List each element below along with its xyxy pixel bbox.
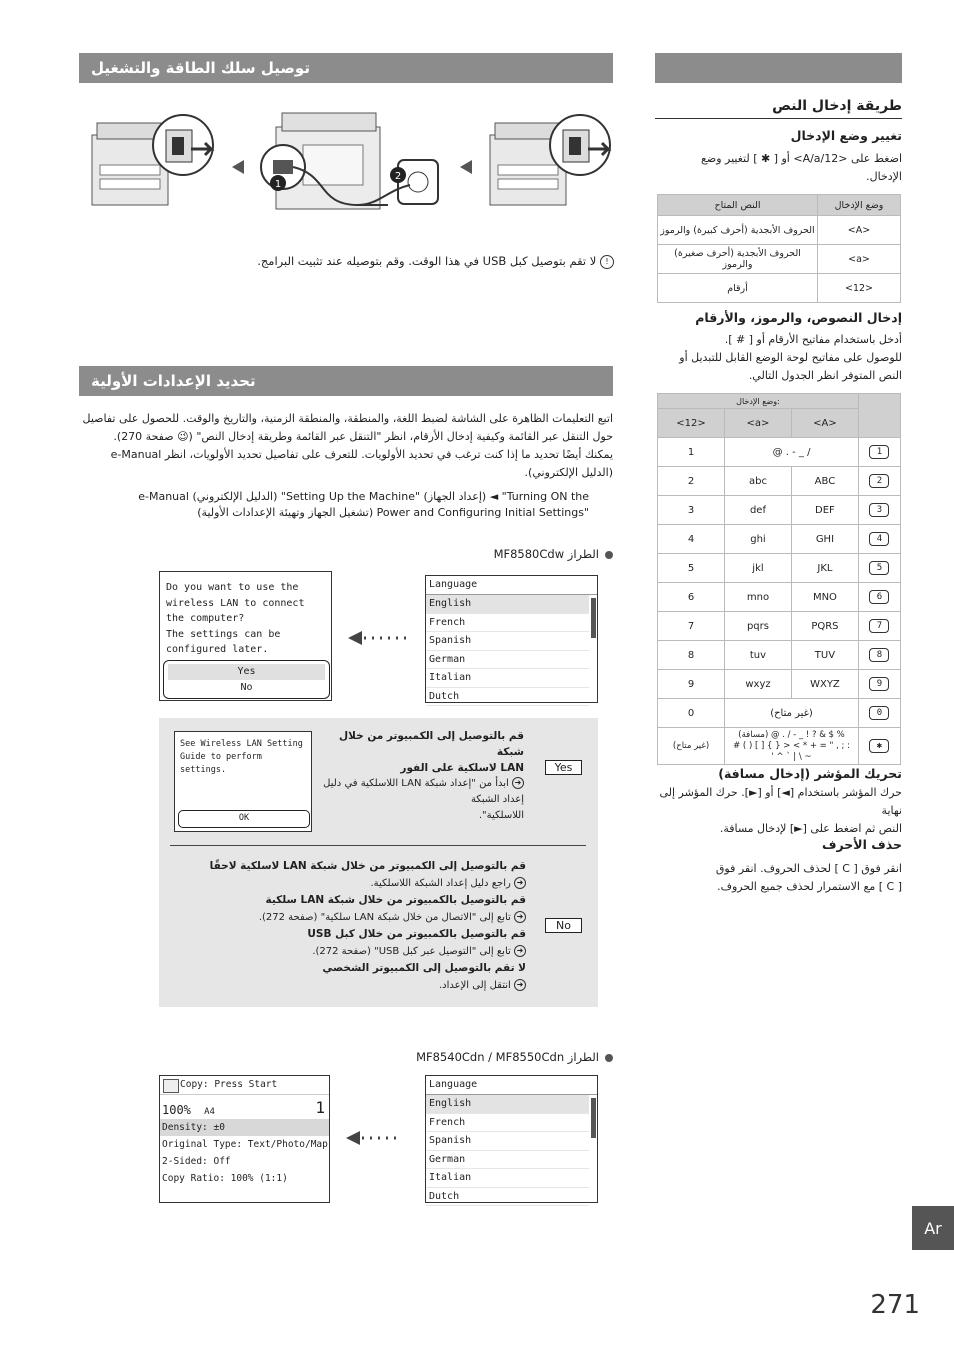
keymap-cell: pqrs <box>725 612 792 641</box>
entering-text-paragraph: أدخل باستخدام مفاتيح الأرقام أو [ # ]. للوصول على مفاتيح لوحة الوضع القابل للتبديل أو النص المتوفر انظر الجدول التالي. <box>679 333 902 382</box>
keymap-cell: ABC <box>791 467 858 496</box>
keymap-cell: 6 <box>658 583 725 612</box>
language-option[interactable]: German <box>426 1151 589 1170</box>
copy-icon <box>163 1079 179 1093</box>
intro-line: اتبع التعليمات الظاهرة على الشاشة لضبط اللغة، والمنطقة، والمنطقة الزمنية، والتاريخ والوقت. للحصول على تفاصيل <box>82 412 613 425</box>
power-connection-illustration <box>88 105 616 223</box>
table-cell: <a> <box>818 245 901 274</box>
keymap-cell: abc <box>725 467 792 496</box>
copy-setting-row[interactable]: Density: ±0 <box>160 1119 329 1136</box>
intro-paragraph <box>79 410 613 482</box>
language-option[interactable]: Spanish <box>426 632 589 651</box>
scrollbar[interactable] <box>591 598 596 638</box>
lcd-no-option[interactable]: No <box>240 681 253 693</box>
language-option[interactable]: Spanish <box>426 1132 589 1151</box>
keymap-cell: GHI <box>791 525 858 554</box>
keymap-cell: jkl <box>725 554 792 583</box>
language-option[interactable]: Italian <box>426 1169 589 1188</box>
copy-count: 1 <box>315 1098 325 1117</box>
keymap-symbols: (مسافة) @ . / - _ ! ? & $ % # ( ) [ ] { } > < * + = " , ; : ' ^ ` | \ ~ <box>725 728 859 765</box>
no-description <box>200 858 526 994</box>
paper-size: A4 <box>204 1107 215 1117</box>
keymap-row <box>658 525 901 554</box>
star-key-icon: ✱ <box>869 739 889 753</box>
reference-icon: ➜ <box>514 877 526 889</box>
keymap-cell: def <box>725 496 792 525</box>
number-key-icon: 2 <box>869 474 889 488</box>
keymap-cell: DEF <box>791 496 858 525</box>
language-option[interactable]: Dutch <box>426 1188 589 1207</box>
dotted-arrow-icon <box>346 1130 402 1146</box>
language-option[interactable]: English <box>426 595 589 614</box>
language-menu-header: Language <box>426 576 597 595</box>
keymap-row <box>658 583 901 612</box>
text-entry-title: طريقة إدخال النص <box>655 98 902 119</box>
intro-line: (الدليل الإلكتروني). <box>524 466 613 479</box>
no-line: ➜ انتقل إلى الإعداد. <box>200 977 526 994</box>
section-title-power: توصيل سلك الطاقة والتشغيل <box>79 53 613 83</box>
dotted-arrow-icon <box>348 630 414 646</box>
reference-icon: ➜ <box>514 911 526 923</box>
keymap-cell: TUV <box>791 641 858 670</box>
bullet-icon <box>605 551 613 559</box>
lcd-line: wireless LAN to connect <box>166 597 305 609</box>
lcd-line: the computer? <box>166 613 245 624</box>
no-heading: قم بالتوصيل بالكمبيوتر من خلال شبكة LAN سلكية <box>265 894 526 906</box>
table-cell: أرقام <box>658 274 818 303</box>
keymap-cell: tuv <box>725 641 792 670</box>
yes-line: ➜ ابدأ من "إعداد شبكة LAN اللاسلكية في دليل إعداد الشبكة <box>323 778 524 805</box>
lcd-line: The settings can be <box>166 628 281 640</box>
model-label-mf8540: الطراز MF8540Cdn / MF8550Cdn <box>300 1048 613 1066</box>
copy-setting-row[interactable]: Original Type: Text/Photo/Map <box>162 1139 328 1150</box>
right-header-bar <box>655 53 902 83</box>
lcd-line: Guide to perform settings. <box>180 752 262 775</box>
keymap-cell: 9 <box>658 670 725 699</box>
page-number: 271 <box>870 1290 920 1320</box>
yes-heading: LAN لاسلكية على الفور <box>400 762 524 774</box>
number-key-icon: 3 <box>869 503 889 517</box>
keymap-cell: 4 <box>658 525 725 554</box>
keymap-cell: WXYZ <box>791 670 858 699</box>
usb-note: ! لا تقم بتوصيل كبل USB في هذا الوقت. وقم بتوصيله عند تثبيت البرامج. <box>250 252 614 270</box>
keymap-cell: wxyz <box>725 670 792 699</box>
intro-line: يمكنك أيضًا تحديد ما إذا كنت ترغب في تحديد الأولويات. للتعرف على تفاصيل تحديد الأولويات، انظر e-Manual <box>110 448 613 461</box>
yes-no-selector <box>163 660 330 699</box>
divider <box>170 845 586 846</box>
yes-line: اللاسلكية". <box>478 810 524 821</box>
printer-switch-illustration <box>92 115 213 205</box>
entering-text-heading: إدخال النصوص، والرموز، والأرقام <box>695 310 902 325</box>
no-line: ➜ تابع إلى "الاتصال من خلال شبكة LAN سلكية" (صفحة 272). <box>200 909 526 926</box>
printer-power-on-illustration <box>490 115 610 205</box>
number-key-icon: 4 <box>869 532 889 546</box>
language-menu-header: Language <box>426 1076 597 1095</box>
copy-setting-row[interactable]: 2-Sided: Off <box>162 1156 231 1167</box>
copy-title: Copy: Press Start <box>180 1079 278 1090</box>
reference-line: Turning ON the" ◄ (إعداد الجهاز) "Setting Up the Machine" (الدليل الإلكتروني) e-Manual <box>138 490 589 503</box>
number-key-icon: 8 <box>869 648 889 662</box>
language-option[interactable]: English <box>426 1095 589 1114</box>
keymap-cell: (غير متاح) <box>658 728 725 765</box>
keymap-header: <A> <box>791 409 858 438</box>
number-key-icon: 5 <box>869 561 889 575</box>
language-option[interactable]: Dutch <box>426 688 589 707</box>
lcd-wireless-guide <box>174 731 312 832</box>
printer-rear-illustration <box>261 113 438 209</box>
keymap-table <box>657 393 901 765</box>
keymap-row <box>658 670 901 699</box>
language-menu-2 <box>425 1075 598 1203</box>
keymap-row <box>658 699 901 728</box>
scrollbar[interactable] <box>591 1098 596 1138</box>
reference-icon: ➜ <box>514 945 526 957</box>
emanual-reference <box>79 489 589 521</box>
keymap-cell: 2 <box>658 467 725 496</box>
number-key-icon: 9 <box>869 677 889 691</box>
language-option[interactable]: French <box>426 614 589 633</box>
keymap-cell: (غير متاح) <box>725 699 859 728</box>
keymap-cell: JKL <box>791 554 858 583</box>
table-cell: الحروف الأبجدية (أحرف كبيرة) والرموز <box>658 216 818 245</box>
delete-chars-heading: حذف الأحرف <box>822 837 902 852</box>
move-cursor-heading: تحريك المؤشر (إدخال مسافة) <box>718 766 902 781</box>
reference-icon: ➜ <box>512 777 524 789</box>
keymap-cell: 7 <box>658 612 725 641</box>
keymap-row <box>658 438 901 467</box>
number-key-icon: 7 <box>869 619 889 633</box>
keymap-header: <a> <box>725 409 792 438</box>
yes-description <box>318 728 524 824</box>
keymap-cell: MNO <box>791 583 858 612</box>
reference-icon: ➜ <box>514 979 526 991</box>
keymap-cell: mno <box>725 583 792 612</box>
lcd-line: configured later. <box>166 644 269 655</box>
no-key-label: No <box>545 918 582 933</box>
no-line: ➜ تابع إلى "التوصيل عبر كبل USB" (صفحة 272). <box>200 943 526 960</box>
keymap-cell: 1 <box>658 438 725 467</box>
intro-line: حول التنقل عبر القائمة وكيفية إدخال الأرقام، انظر "التنقل عبر القائمة وطريقة إدخال النص" (😉 صفحة 270). <box>113 430 613 443</box>
language-menu <box>425 575 598 703</box>
model-label-mf8580: الطراز MF8580Cdw <box>300 545 613 563</box>
keymap-header: <12> <box>658 409 725 438</box>
table-cell: <12> <box>818 274 901 303</box>
copy-status-row <box>160 1094 329 1119</box>
keymap-cell: @ . - _ / <box>725 438 859 467</box>
zoom-value: 100% <box>162 1103 191 1117</box>
keymap-cell: PQRS <box>791 612 858 641</box>
callout-2: 2 <box>394 171 402 182</box>
keymap-caption: وضع الإدخال: <box>658 394 859 409</box>
callout-1: 1 <box>274 179 282 190</box>
caution-icon: ! <box>600 255 614 269</box>
no-heading: لا تقم بالتوصيل إلى الكمبيوتر الشخصي <box>322 962 526 974</box>
reference-line: "Power and Configuring Initial Settings (تشغيل الجهاز وتهيئة الإعدادات الأولية) <box>197 506 589 519</box>
language-option[interactable]: French <box>426 1114 589 1133</box>
language-tab: Ar <box>912 1206 954 1250</box>
lcd-yes-option[interactable]: Yes <box>168 664 325 680</box>
lcd-ok-button[interactable]: OK <box>178 810 310 828</box>
keymap-cell: 5 <box>658 554 725 583</box>
keymap-row <box>658 641 901 670</box>
keymap-row <box>658 554 901 583</box>
move-cursor-paragraph: حرك المؤشر باستخدام [◄] أو [►]. حرك المؤشر إلى نهاية النص ثم اضغط على [►] لإدخال مسافة. <box>659 786 902 835</box>
copy-setting-row[interactable]: Copy Ratio: 100% (1:1) <box>162 1173 288 1184</box>
language-option[interactable]: Italian <box>426 669 589 688</box>
number-key-icon: 1 <box>869 445 889 459</box>
keymap-row <box>658 612 901 641</box>
lcd-copy-screen <box>159 1075 330 1203</box>
table-header: وضع الإدخال <box>818 195 901 216</box>
no-line: ➜ راجع دليل إعداد الشبكة اللاسلكية. <box>200 875 526 892</box>
lcd-wireless-prompt <box>159 571 332 701</box>
language-option[interactable]: German <box>426 651 589 670</box>
delete-chars-paragraph: انقر فوق [ C ] لحذف الحروف. انقر فوق [ C ] مع الاستمرار لحذف جميع الحروف. <box>715 862 902 893</box>
no-heading: قم بالتوصيل بالكمبيوتر من خلال كبل USB <box>307 928 526 940</box>
keymap-row <box>658 467 901 496</box>
keymap-cell: 8 <box>658 641 725 670</box>
section-title-initial-settings: تحديد الإعدادات الأولية <box>79 366 613 396</box>
no-heading: قم بالتوصيل إلى الكمبيوتر من خلال شبكة LAN لاسلكية لاحقًا <box>209 860 526 872</box>
table-cell: <A> <box>818 216 901 245</box>
lcd-line: See Wireless LAN Setting <box>180 739 303 749</box>
change-input-mode-text: اضغط على <A/a/12> أو [ ✱ ] لتغيير وضع الإدخال. <box>701 152 902 183</box>
number-key-icon: 0 <box>869 706 889 720</box>
table-header: النص المتاح <box>658 195 818 216</box>
keymap-cell: ghi <box>725 525 792 554</box>
input-mode-table <box>657 194 901 303</box>
bullet-icon <box>605 1054 613 1062</box>
yes-heading: قم بالتوصيل إلى الكمبيوتر من خلال شبكة <box>339 730 524 758</box>
number-key-icon: 6 <box>869 590 889 604</box>
keymap-row <box>658 496 901 525</box>
keymap-cell: 0 <box>658 699 725 728</box>
change-input-mode-heading: تغيير وضع الإدخال <box>790 128 902 143</box>
table-cell: الحروف الأبجدية (أحرف صغيرة) والرموز <box>658 245 818 274</box>
keymap-cell: 3 <box>658 496 725 525</box>
lcd-line: Do you want to use the <box>166 582 299 593</box>
yes-key-label: Yes <box>545 760 582 775</box>
